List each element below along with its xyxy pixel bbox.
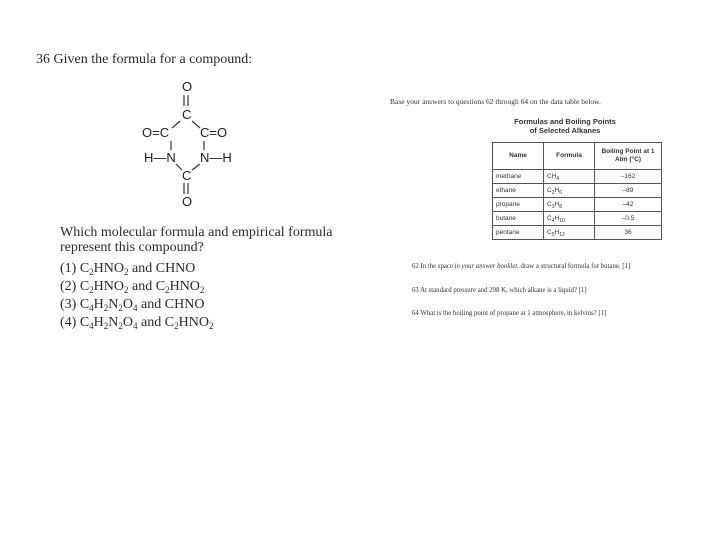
cell-boiling-point: –162 [595,170,662,184]
cell-formula [544,198,595,212]
subscript: 12 [559,232,565,238]
and-word: and [132,279,153,294]
subscript: 2 [208,321,214,331]
formula-part: C [79,315,90,330]
subscript: 2 [103,303,109,313]
table-row [493,170,662,184]
cell-boiling-point: 36 [595,226,662,240]
table-row [493,212,662,226]
header-boiling-point: Boiling Point at 1 Atm (°C) [595,143,662,170]
question-text: 63 At standard pressure and 298 K, which alkane is a liquid? [1] [412,287,587,294]
formula-part: CHNO [164,297,205,312]
formula-part: N [108,315,119,330]
subscript: 2 [174,321,179,331]
atom-left-hn: H—N [144,150,176,165]
subscript: 2 [103,321,109,331]
bond-top-right [192,121,200,128]
question-36-text: Which molecular formula and empirical formula represent this compound? [60,225,333,255]
cell-name: pentane [493,226,544,240]
cell-name: methane [493,170,544,184]
cell-name: ethane [493,184,544,198]
formula-part: C [79,279,90,294]
subscript: 4 [133,303,138,313]
subscript: 4 [556,176,560,182]
formula-part: O [122,315,134,330]
subscript: 2 [124,285,129,295]
subscript: 4 [89,321,94,331]
question-62 [412,263,630,270]
table-title [490,117,640,135]
question-text: 62 In the space [412,263,455,270]
cell-name: propane [493,198,544,212]
question-64 [412,310,606,317]
formula-part: H [554,215,560,222]
answer-choice-3[interactable] [60,297,204,313]
structural-formula [138,80,258,210]
subscript: 2 [199,285,205,295]
atom-top-o: O [182,80,193,94]
answer-choice-1[interactable] [60,261,195,277]
formula-part: C [547,187,552,194]
formula-part: N [108,297,119,312]
formula-part: C [79,261,90,276]
table-row [493,198,662,212]
atom-bottom-o: O [182,194,193,209]
table-row [493,184,662,198]
atom-right-nh: N—H [200,150,232,165]
bond-bottom-right [192,164,200,170]
question-63 [412,287,587,294]
atom-right-co: C=O [200,125,228,140]
formula-part: H [93,315,104,330]
subscript: 8 [559,204,562,210]
cell-name: butane [493,212,544,226]
subscript: 5 [551,232,555,238]
formula-part: C [164,315,175,330]
table-title-line-2: of Selected Alkanes [529,126,601,135]
cell-formula [544,226,595,240]
formula-part: C [79,297,90,312]
cell-boiling-point: –42 [595,198,662,212]
choice-number: (2) [60,279,77,294]
subscript: 3 [551,204,555,210]
subscript: 4 [89,303,94,313]
subscript: 6 [559,190,562,196]
cell-formula [544,212,595,226]
formula-part: HNO [93,279,125,294]
formula-part: C [547,215,552,222]
cell-boiling-point: –89 [595,184,662,198]
question-text: 64 What is the boiling point of propane at 1 atmosphere, in kelvins? [1] [412,310,607,317]
formula-part: C [547,201,552,208]
subscript: 10 [559,218,565,224]
cell-formula [544,184,595,198]
cell-boiling-point: –0.5 [595,212,662,226]
formula-part: HNO [178,315,209,330]
and-word: and [141,315,162,330]
alkane-data-table [492,142,662,240]
choice-number: (1) [60,261,77,276]
formula-part: CH [547,173,557,180]
subscript: 2 [551,190,555,196]
subscript: 4 [551,218,555,224]
choice-number: (4) [60,315,77,330]
subscript: 2 [118,303,123,313]
subscript: 2 [89,285,94,295]
and-word: and [132,261,153,276]
data-table-intro: Base your answers to questions 62 through 64 on the data table below. [390,97,601,106]
answer-choice-2[interactable] [60,279,204,295]
question-italic-text: in your answer booklet [454,263,518,270]
formula-part: H [554,229,560,236]
table-header-row [493,143,662,170]
subscript: 2 [165,285,170,295]
table-row [493,226,662,240]
subscript: 2 [118,321,123,331]
formula-part: HNO [93,261,125,276]
formula-part: CHNO [155,261,196,276]
cell-formula [544,170,595,184]
atom-left-oc: O=C [142,125,170,140]
header-formula: Formula [544,143,595,170]
answer-choice-4[interactable] [60,315,213,331]
subscript: 4 [133,321,138,331]
bond-top-left [172,121,180,128]
table-title-line-1: Formulas and Boiling Points [514,117,616,126]
formula-part: HNO [169,279,200,294]
header-name: Name [493,143,544,170]
question-36-title: 36 Given the formula for a compound: [36,52,253,67]
and-word: and [141,297,162,312]
formula-part: H [93,297,104,312]
formula-part: H [554,201,560,208]
atom-bottom-c: C [182,168,192,183]
formula-part: C [155,279,166,294]
subscript: 2 [89,267,94,277]
formula-part: C [547,229,552,236]
subscript: 2 [124,267,129,277]
atom-top-c: C [182,107,192,122]
question-text: , draw a structural formula for butane. [1] [517,263,631,270]
formula-part: O [122,297,134,312]
choice-number: (3) [60,297,77,312]
formula-part: H [554,187,560,194]
